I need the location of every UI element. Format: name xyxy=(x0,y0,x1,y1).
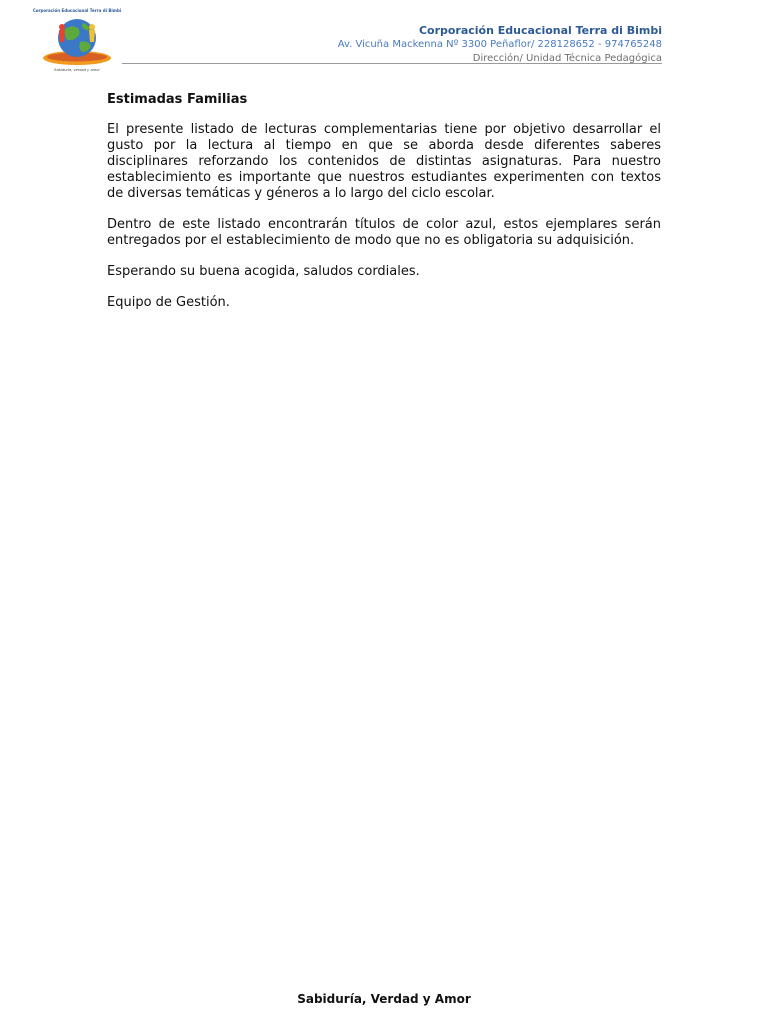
svg-text:Sabiduría, verdad y amor: Sabiduría, verdad y amor xyxy=(54,68,100,72)
letter-greeting: Estimadas Familias xyxy=(107,92,248,107)
globe-logo-icon xyxy=(32,6,122,74)
department-name: Dirección/ Unidad Técnica Pedagógica xyxy=(472,53,662,64)
letter-paragraph: El presente listado de lecturas complementarias tiene por objetivo desarrollar el gusto por la lectura al tiempo en que se aborda desde diferentes saberes disciplinares reforzando los contenidos de distintas asignaturas. Para nuestro establecimiento es importante que nuestros estudiantes experimenten con textos de diversas temáticas y géneros a lo largo del ciclo escolar. xyxy=(107,122,661,201)
school-logo xyxy=(32,6,122,74)
footer-motto: Sabiduría, Verdad y Amor xyxy=(297,992,471,1006)
letter-paragraph: Esperando su buena acogida, saludos cordiales. xyxy=(107,264,420,279)
organization-name: Corporación Educacional Terra di Bimbi xyxy=(418,24,662,37)
letter-signature: Equipo de Gestión. xyxy=(107,295,230,310)
letterhead xyxy=(338,24,662,66)
organization-address: Av. Vicuña Mackenna Nº 3300 Peñaflor/ 228128652 - 974765248 xyxy=(337,39,662,50)
header-divider xyxy=(122,63,662,64)
svg-text:Corporación Educacional Terra: Corporación Educacional Terra di Bimbi xyxy=(32,8,122,13)
letter-body xyxy=(107,92,661,326)
letter-paragraph: Dentro de este listado encontrarán títulos de color azul, estos ejemplares serán entregados por el establecimiento de modo que no es obligatoria su adquisición. xyxy=(107,217,661,248)
